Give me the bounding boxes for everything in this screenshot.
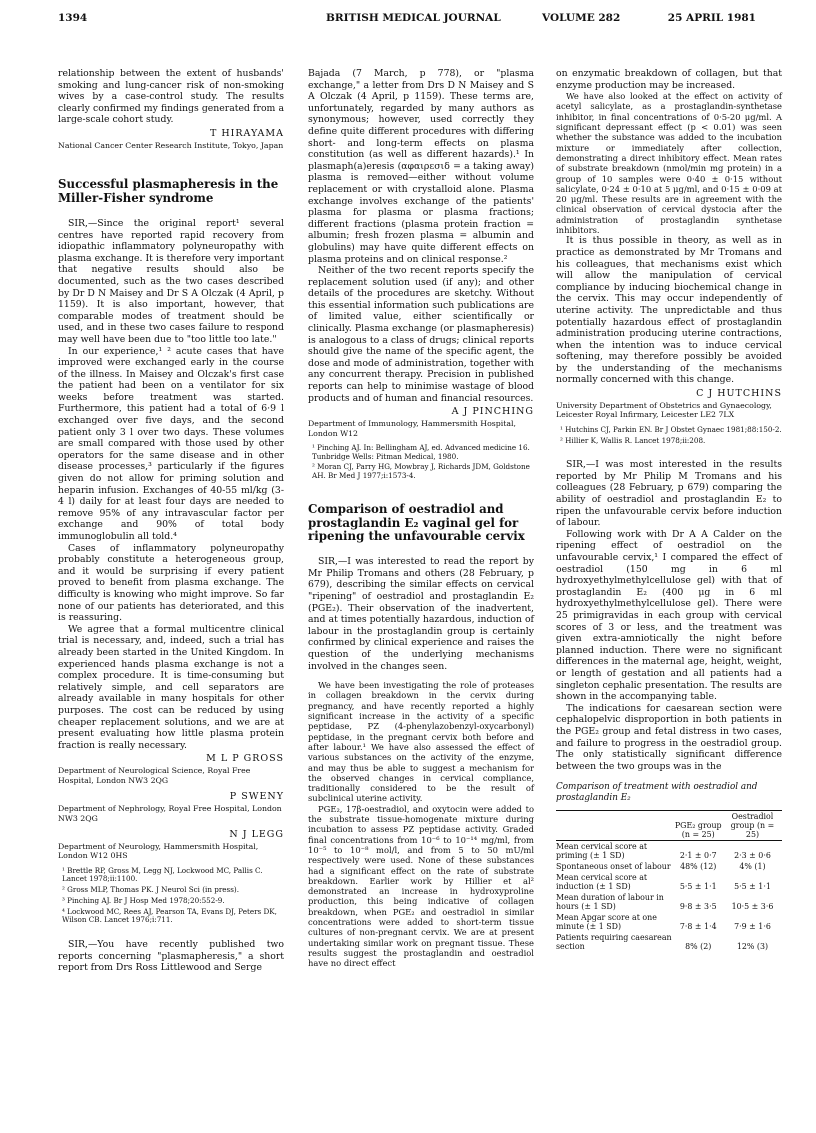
paragraph: Following work with Dr A A Calder on the ripening effect of oestradiol on the unfavourable cervix,¹ I compared the effect of oestradiol (150 mg in 6 ml hydroxyethylmethylcellulose gel) with that of prostaglandin E₂ (400 μg in 6 ml hydroxyethylmethylcellulose gel). There were 25 primigravidas in each group with cervical scores of 3 or less, and the treatment was given extra-amniotically the night before planned induction. There were no significant differences in the maternal age, height, weight, or length of gestation and all patients had a singleton cephalic presentation. The results are shown in the accompanying table.	[556, 528, 782, 703]
pge2-value: 2·1 ± 0·7	[679, 850, 717, 860]
letter-title: Comparison of oestradiol and prostaglandin E₂ vaginal gel for ripening the unfavourable cervix	[308, 501, 525, 544]
oestradiol-value: 12% (3)	[736, 941, 769, 951]
table-row	[556, 861, 782, 872]
table-row	[556, 912, 782, 932]
reference: ⁴ Lockwood MC, Rees AJ, Pearson TA, Evans DJ, Peters DK, Wilson CB. Lancet 1976;i:711.	[62, 906, 277, 925]
column-3	[556, 68, 782, 952]
pge2-value: 7·8 ± 1·4	[679, 921, 717, 931]
oestradiol-value: 4% (1)	[739, 861, 766, 871]
affiliation: Department of Neurology, Hammersmith Hospital, London W12 0HS	[58, 841, 259, 861]
page-number: 1394	[58, 12, 88, 24]
row-label: Patients requiring caesarean section	[556, 932, 672, 951]
table-row	[556, 892, 782, 912]
affiliation: Department of Neurological Science, Royal Free Hospital, London NW3 2QG	[58, 766, 251, 785]
paragraph: Bajada (7 March, p 778), or "plasma exchange," a letter from Drs D N Maisey and S A Olczak (4 April, p 1159). These terms are, unfortunately, regarded by many authors as synonymous; however, used correctly they define quite different procedures with differing short- and long-term effects on plasma constitution (as well as different hazards).¹ In plasmaph(a)eresis (αφαιρεσιδ = a taking away) plasma is removed—either without volume replacement or with crystalloid alone. Plasma exchange involves exchange of the patients' plasma for plasma or plasma fractions; different fractions (plasma protein fraction = albumin; fresh frozen plasma = albumin and globulins) may have quite different effects on plasma proteins and on clinical response.²	[308, 68, 534, 265]
affiliation: National Cancer Center Research Institute, Tokyo, Japan	[58, 140, 284, 150]
paragraph: We agree that a formal multicentre clinical trial is necessary, and, indeed, such a trial has already been started in the United Kingdom. In experienced hands plasma exchange is not a complex procedure. It is time-consuming but relatively simple, and cell separators are already available in many hospitals for other purposes. The cost can be reduced by using cheaper replacement solutions, and we are at present evaluating how little plasma protein fraction is really necessary.	[58, 623, 284, 751]
pge2-value: 8% (2)	[685, 941, 712, 951]
reference: ¹ Brettle RP, Gross M, Legg NJ, Lockwood MC, Pallis C. Lancet 1978;ii:1100.	[62, 865, 263, 884]
row-label: Mean cervical score at priming (± 1 SD)	[556, 841, 648, 860]
results-table	[556, 810, 782, 952]
letter-title: Successful plasmapheresis in the Miller-Fisher syndrome	[58, 177, 279, 206]
paragraph: on enzymatic breakdown of collagen, but that enzyme production may be increased.	[556, 68, 782, 91]
paragraph: Cases of inflammatory polyneuropathy probably constitute a heterogeneous group, and it would be surprising if every patient proved to benefit from plasma exchange. The difficulty is knowing who might improve. So far none of our patients has deteriorated, and this is reassuring.	[58, 542, 284, 624]
table-row	[556, 932, 782, 952]
paragraph: In our experience,¹ ² acute cases that have improved were exchanged early in the course of the illness. In Maisey and Olczak's first case the patient had been on a ventilator for six weeks before treatment was started. Furthermore, this patient had a total of 6·9 l exchanged over five days, and the second patient only 3 l over two days. These volumes are small compared with those used by other operators for the same disease and in other disease processes,³ particularly if the figures given do not allow for priming solution and heparin infusion. Exchanges of 40-55 ml/kg (3-4 l) daily for at least four days are needed to remove 95% of any intravascular factor per exchange and 90% of total body immunoglobulin all told.⁴	[58, 345, 284, 542]
paragraph: It is thus possible in theory, as well as in practice as demonstrated by Mr Tromans and his colleagues, that mechanisms exist which will allow the manipulation of cervical compliance by inducing biochemical change in the cervix. This may occur independently of uterine activity. The unpredictable and thus potentially hazardous effect of prostaglandin administration producing uterine contractions, when the intention was to induce cervical softening, may therefore possibly be avoided by the understanding of the mechanisms normally concerned with this change.	[556, 235, 782, 386]
column-header-oestradiol: Oestradiol group (n = 25)	[730, 811, 775, 839]
pge2-value: 48% (12)	[680, 861, 717, 871]
signature: C J HUTCHINS	[696, 388, 782, 400]
paragraph: Neither of the two recent reports specify the replacement solution used (if any); and other details of the procedures are sketchy. Without this essential information such publications are of limited value, either scientifically or clinically. Plasma exchange (or plasmapheresis) is analogous to a class of drugs; clinical reports should give the name of the specific agent, the dose and mode of administration, together with any concurrent therapy. Precision in published reports can help to minimise wastage of blood products and of human and financial resources.	[308, 265, 534, 404]
paragraph: SIR,—Since the original report¹ several centres have reported rapid recovery from idiopathic inflammatory polyneuropathy with plasma exchange. It is therefore very important that negative results should also be documented, such as the two cases described by Dr D N Maisey and Dr S A Olczak (4 April, p 1159). It is also important, however, that comparable modes of treatment should be used, and in these two cases failure to respond may well have been due to "too little too late."	[58, 217, 284, 345]
oestradiol-value: 5·5 ± 1·1	[734, 881, 771, 891]
paragraph: PGE₂, 17β-oestradiol, and oxytocin were added to the substrate tissue-homogenate mixture during incubation to assess PZ peptidase activity. Graded final concentrations from 10⁻⁶ to 10⁻¹⁴ mg/ml, from 10⁻⁵ to 10⁻⁸ mol/l, and from 5 to 50 mU/ml respectively were used. None of these substances had a significant effect on the rate of substrate breakdown. Earlier work by Hillier et al² demonstrated an increase in hydroxyproline production, this being indicative of collagen breakdown, when PGE₂ and oestradiol in similar concentrations were added to short-term tissue cultures of non-pregnant cervix. We are at present undertaking similar work on pregnant tissue. These results suggest the prostaglandin and oestradiol have no direct effect	[308, 803, 534, 969]
affiliation: Department of Immunology, Hammersmith Hospital, London W12	[308, 419, 517, 438]
issue-date: 25 APRIL 1981	[667, 12, 756, 24]
journal-name: BRITISH MEDICAL JOURNAL	[326, 12, 501, 24]
column-header-pge2: PGE₂ group (n = 25)	[674, 820, 722, 839]
signature: T HIRAYAMA	[209, 127, 284, 139]
reference: ¹ Pinching AJ. In: Bellingham AJ, ed. Advanced medicine 16. Tunbridge Wells: Pitman Medical, 1980.	[312, 443, 530, 461]
table-caption: Comparison of treatment with oestradiol and prostaglandin E₂	[556, 782, 758, 804]
paragraph: We have also looked at the effect on activity of acetyl salicylate, as a prostaglandin-synthetase inhibitor, in final concentrations of 0·5-20 μg/ml. A significant depressant effect (p < 0.01) was seen whether the substance was added to the incubation mixture or immediately after collection, demonstrating a direct inhibitory effect. Mean rates of substrate breakdown (nmol/min mg protein) in a group of 10 samples were 0·40 ± 0·15 without salicylate, 0·24 ± 0·10 at 5 μg/ml, and 0·15 ± 0·09 at 20 μg/ml. These results are in agreement with the clinical observation of cervical dystocia after the administration of prostaglandin synthetase inhibitors.	[556, 91, 782, 236]
oestradiol-value: 7·9 ± 1·6	[734, 921, 771, 931]
oestradiol-value: 10·5 ± 3·6	[731, 901, 774, 911]
table-row	[556, 872, 782, 892]
signature: N J LEGG	[229, 828, 284, 840]
row-label: Mean duration of labour in hours (± 1 SD)	[556, 892, 664, 911]
reference: ³ Pinching AJ. Br J Hosp Med 1978;20:552-9.	[62, 895, 225, 905]
paragraph: SIR,—I was most interested in the results reported by Mr Philip M Tromans and his colleagues (28 February, p 679) comparing the ability of oestradiol and prostaglandin E₂ to ripen the unfavourable cervix before induction of labour.	[556, 459, 782, 529]
column-1	[58, 68, 284, 974]
oestradiol-value: 2·3 ± 0·6	[734, 850, 771, 860]
paragraph: SIR,—I was interested to read the report by Mr Philip Tromans and others (28 February, p 679), describing the similar effects on cervical "ripening" of oestradiol and prostaglandin E₂ (PGE₂). Their observation of the inadvertent, and at times potentially hazardous, induction of labour in the prostaglandin group is certainly confirmed by clinical experience and raises the question of the underlying mechanisms involved in the changes seen.	[308, 556, 534, 672]
signature: A J PINCHING	[451, 406, 534, 418]
reference: ² Hillier K, Wallis R. Lancet 1978;ii:208.	[560, 435, 706, 445]
reference: ² Gross MLP, Thomas PK. J Neurol Sci (in press).	[62, 885, 240, 895]
pge2-value: 9·8 ± 3·5	[679, 901, 717, 911]
paragraph: The indications for caesarean section were cephalopelvic disproportion in both patients in the PGE₂ group and fetal distress in two cases, and failure to progress in the oestradiol group. The only statistically significant difference between the two groups was in the	[556, 702, 782, 772]
row-label: Mean cervical score at induction (± 1 SD)	[556, 872, 648, 891]
reference: ² Moran CJ, Parry HG, Mowbray J, Richards JDM, Goldstone AH. Br Med J 1977;i:1573-4.	[312, 462, 530, 481]
signature: P SWENY	[229, 791, 284, 803]
running-header	[58, 12, 756, 30]
pge2-value: 5·5 ± 1·1	[679, 881, 717, 891]
reference: ¹ Hutchins CJ, Parkin EN. Br J Obstet Gynaec 1981;88:150-2.	[560, 424, 782, 434]
row-label: Spontaneous onset of labour	[556, 861, 671, 871]
row-label: Mean Apgar score at one minute (± 1 SD)	[556, 912, 657, 931]
paragraph: relationship between the extent of husbands' smoking and lung-cancer risk of non-smoking wives by a case-control study. The results clearly confirmed my findings generated from a large-scale cohort study.	[58, 68, 284, 126]
volume: VOLUME 282	[542, 12, 621, 24]
table-row	[556, 840, 782, 861]
signature: M L P GROSS	[206, 753, 284, 765]
affiliation: University Department of Obstetrics and Gynaecology, Leicester Royal Infirmary, Leicester LE2 7LX	[556, 401, 772, 420]
paragraph: We have been investigating the role of proteases in collagen breakdown in the cervix during pregnancy, and have recently reported a highly significant increase in the activity of a specific peptidase, PZ (4-phenylazobenzyl-oxycarbonyl) peptidase, in the pregnant cervix both before and after labour.¹ We have also assessed the effect of various substances on the activity of the enzyme, and may thus be able to suggest a mechanism for the observed changes in cervical compliance, traditionally considered to be the result of subclinical uterine activity.	[308, 680, 534, 804]
affiliation: Department of Nephrology, Royal Free Hospital, London NW3 2QG	[58, 804, 282, 823]
column-2	[308, 68, 534, 968]
table-body	[556, 840, 782, 952]
paragraph: SIR,—You have recently published two reports concerning "plasmapheresis," a short report from Drs Ross Littlewood and Serge	[58, 938, 284, 974]
